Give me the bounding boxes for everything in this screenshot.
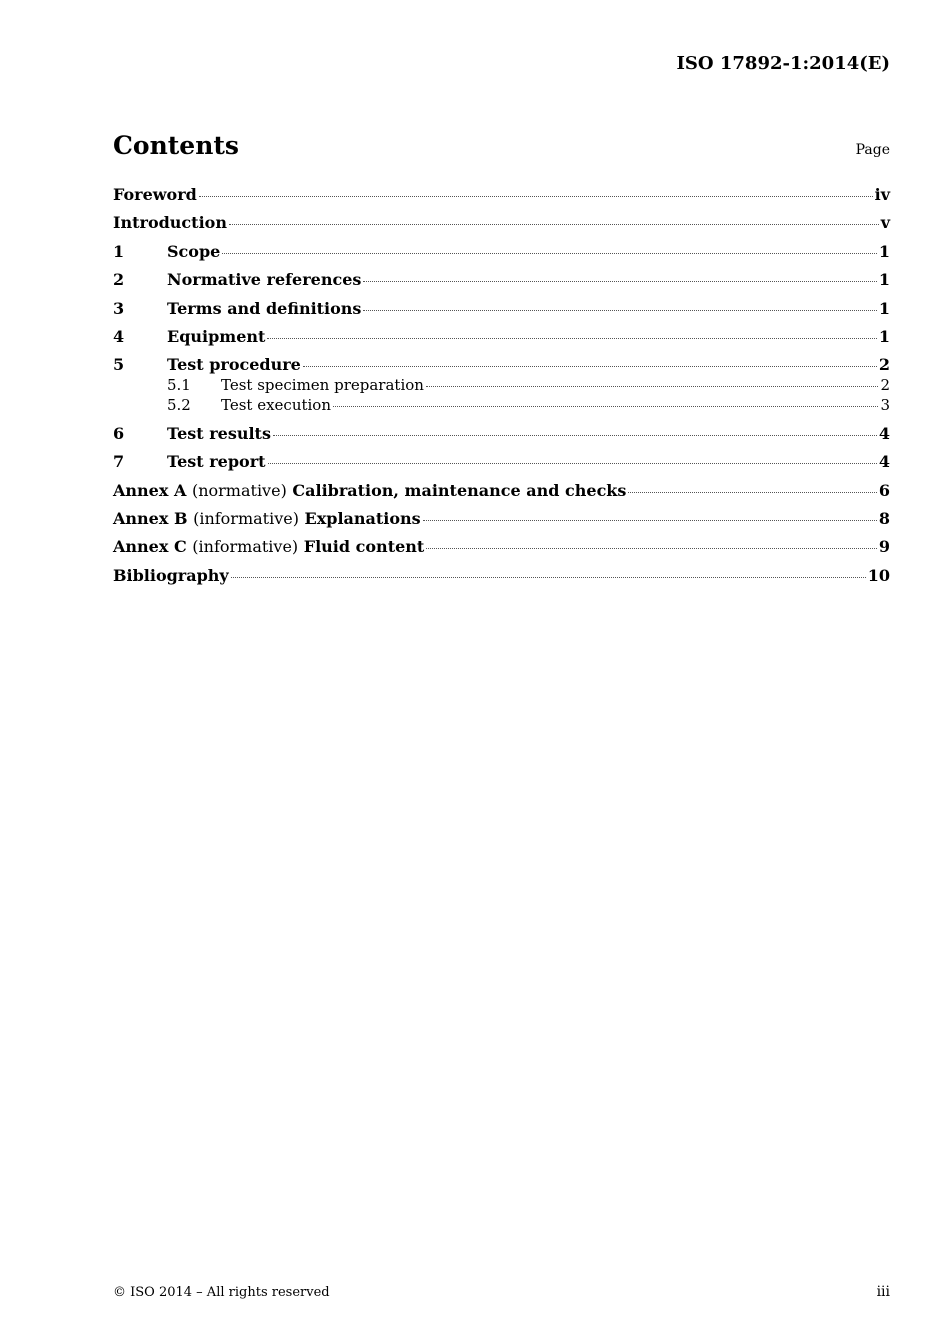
toc-entry-title: Foreword xyxy=(113,185,197,204)
toc-entry-page: 10 xyxy=(867,565,890,585)
toc-entry-qualifier: (normative) xyxy=(191,480,287,500)
toc-entry-page: iv xyxy=(874,185,890,204)
toc-entry-number: 5.2 xyxy=(167,395,191,414)
table-of-contents xyxy=(113,185,890,594)
toc-entry-page: 8 xyxy=(878,508,890,528)
toc-entry-title: Introduction xyxy=(113,213,227,233)
document-id: ISO 17892-1:2014(E) xyxy=(676,53,890,74)
toc-entry-normative-references[interactable] xyxy=(113,270,890,298)
toc-entry-title: Fluid content xyxy=(303,537,425,557)
dot-leader xyxy=(333,405,878,407)
dot-leader xyxy=(363,309,876,311)
toc-entry-number: 2 xyxy=(113,270,125,290)
dot-leader xyxy=(423,519,877,521)
toc-entry-number: 5 xyxy=(113,355,125,375)
toc-entry-title: Explanations xyxy=(304,508,421,528)
toc-entry-title: Test results xyxy=(167,423,271,443)
toc-entry-test-results[interactable] xyxy=(113,424,890,452)
toc-entry-title: Test procedure xyxy=(167,355,301,375)
toc-entry-page: 1 xyxy=(878,270,890,290)
toc-entry-number: 5.1 xyxy=(167,375,191,394)
toc-entry-page: 2 xyxy=(880,375,890,394)
toc-entry-title: Terms and definitions xyxy=(167,298,362,318)
toc-entry-title: Calibration, maintenance and checks xyxy=(292,480,627,500)
toc-entry-qualifier: (informative) xyxy=(193,508,299,528)
toc-entry-annex-c[interactable] xyxy=(113,537,890,565)
toc-entry-scope[interactable] xyxy=(113,242,890,270)
toc-entry-foreword[interactable] xyxy=(113,185,890,213)
toc-entry-page: 9 xyxy=(878,537,890,557)
toc-entry-number: 6 xyxy=(113,423,125,443)
toc-entry-title: Bibliography xyxy=(113,565,229,585)
toc-entry-bibliography[interactable] xyxy=(113,566,890,594)
dot-leader xyxy=(426,547,877,549)
toc-entry-page: 4 xyxy=(878,423,890,443)
toc-entry-page: 4 xyxy=(878,452,890,472)
toc-entry-equipment[interactable] xyxy=(113,327,890,355)
toc-entry-title: Scope xyxy=(167,241,221,261)
page-number: iii xyxy=(876,1284,890,1300)
dot-leader xyxy=(231,576,866,578)
contents-title: Contents xyxy=(113,131,240,160)
toc-entry-title: Normative references xyxy=(167,270,362,290)
dot-leader xyxy=(268,462,877,464)
toc-entry-number: 1 xyxy=(113,241,125,261)
toc-entry-prefix: Annex C xyxy=(113,537,187,557)
dot-leader xyxy=(363,280,876,282)
toc-entry-page: 6 xyxy=(878,480,890,500)
toc-entry-annex-a[interactable] xyxy=(113,481,890,509)
toc-entry-page: 1 xyxy=(878,241,890,261)
toc-entry-introduction[interactable] xyxy=(113,213,890,241)
toc-entry-number: 7 xyxy=(113,452,125,472)
toc-entry-specimen-preparation[interactable] xyxy=(113,376,890,396)
copyright-notice: © ISO 2014 – All rights reserved xyxy=(113,1285,330,1300)
dot-leader xyxy=(199,195,873,197)
toc-entry-terms-definitions[interactable] xyxy=(113,299,890,327)
toc-entry-page: 3 xyxy=(880,395,890,414)
toc-entry-title: Test report xyxy=(167,452,266,472)
toc-entry-prefix: Annex B xyxy=(113,508,188,528)
toc-entry-title: Test execution xyxy=(221,395,332,414)
toc-entry-qualifier: (informative) xyxy=(192,537,299,557)
dot-leader xyxy=(229,223,879,225)
toc-entry-page: 1 xyxy=(878,326,890,346)
toc-entry-number: 3 xyxy=(113,298,125,318)
toc-entry-title: Test specimen preparation xyxy=(221,375,424,394)
toc-entry-page: 1 xyxy=(878,298,890,318)
toc-entry-prefix: Annex A xyxy=(113,480,187,500)
toc-entry-test-execution[interactable] xyxy=(113,396,890,416)
toc-entry-title: Equipment xyxy=(167,326,266,346)
toc-entry-annex-b[interactable] xyxy=(113,509,890,537)
dot-leader xyxy=(303,365,877,367)
dot-leader xyxy=(267,337,876,339)
dot-leader xyxy=(426,385,879,387)
dot-leader xyxy=(628,491,876,493)
dot-leader xyxy=(273,434,877,436)
toc-entry-test-report[interactable] xyxy=(113,452,890,480)
toc-entry-page: 2 xyxy=(878,355,890,375)
toc-entry-number: 4 xyxy=(113,326,125,346)
dot-leader xyxy=(222,252,877,254)
toc-entry-page: v xyxy=(880,213,890,233)
page-column-label: Page xyxy=(855,142,890,158)
